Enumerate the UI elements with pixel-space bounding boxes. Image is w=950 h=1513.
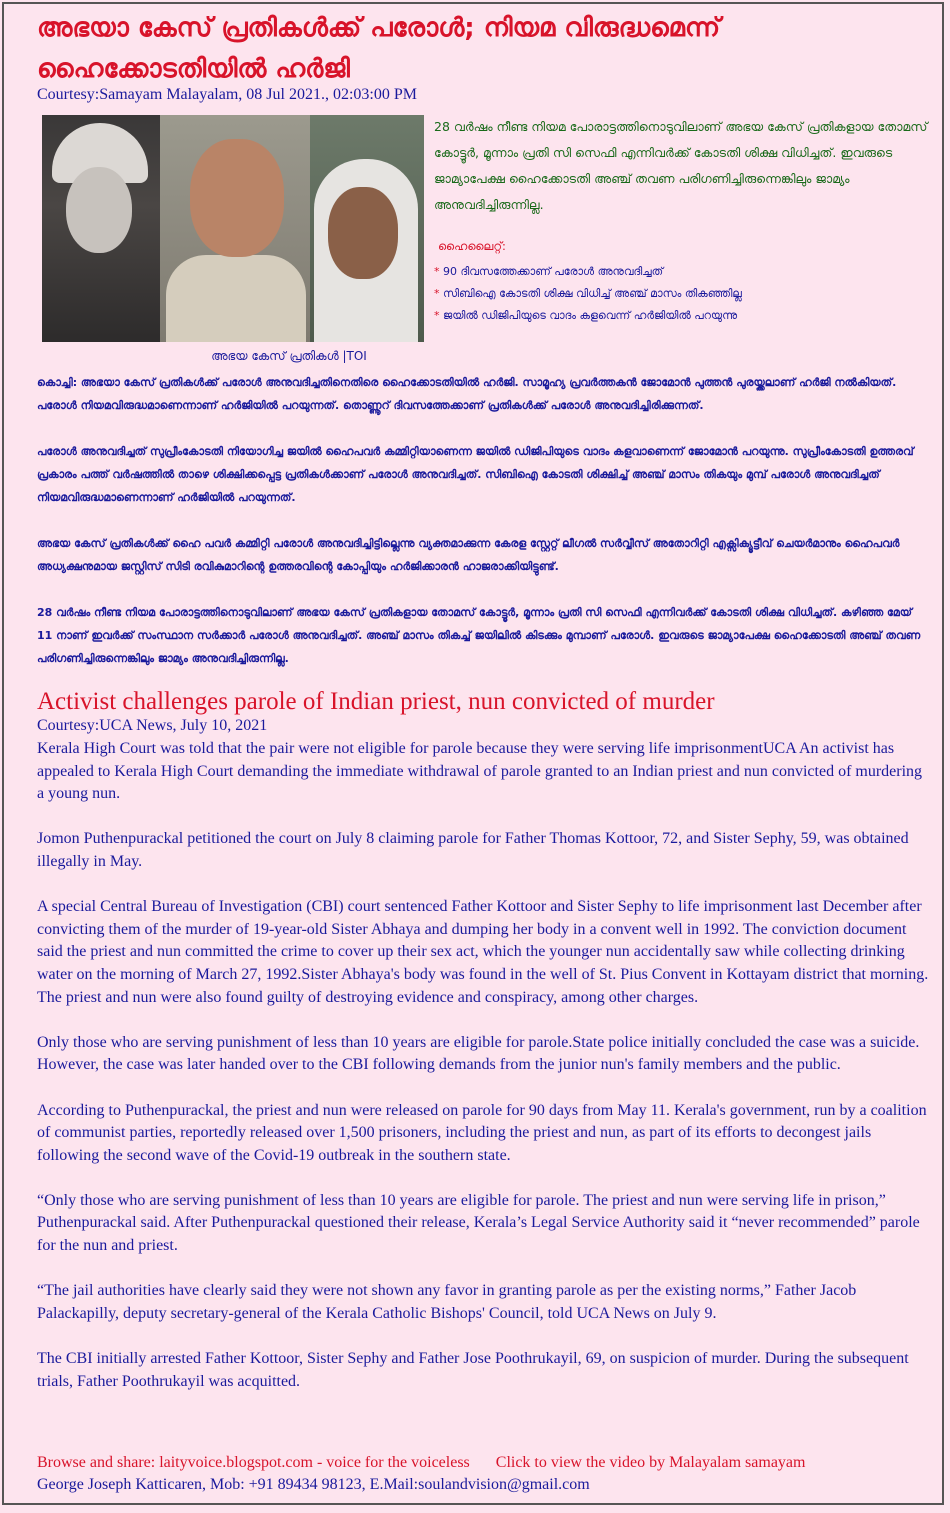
highlights-heading: ഹൈലൈറ്റ്: xyxy=(438,239,506,253)
highlight-item: * സിബിഐ കോടതി ശിക്ഷ വിധിച്ച് അഞ്ച് മാസം തികഞ്ഞില്ല xyxy=(434,287,742,300)
malayalam-body xyxy=(37,371,927,693)
highlight-item: * 90 ദിവസത്തേക്കാണ് പരോൾ അനുവദിച്ചത് xyxy=(434,265,664,278)
malayalam-paragraph: 28 വർഷം നീണ്ട നിയമ പോരാട്ടത്തിനൊടുവിലാണ് അഭയ കേസ് പ്രതികളായ തോമസ് കോട്ടൂർ, മൂന്നാം പ്രതി സി സെഫി എന്നിവർക്ക് കോടതി ശിക്ഷ വിധിച്ചത്. കഴിഞ്ഞ മേയ് 11 നാണ് ഇവർക്ക് സംസ്ഥാന സർക്കാർ പരോൾ അനുവദിച്ചത്. അഞ്ച് മാസം തികച്ച് ജയിലിൽ കിടക്കും മുമ്പാണ് പരോൾ. ഇവരുടെ ജാമ്യാപേക്ഷ ഹൈക്കോടതി അഞ്ച് തവണ പരിഗണിച്ചിരുന്നെങ്കിലും ജാമ്യം അനുവദിച്ചിരുന്നില്ല. xyxy=(37,606,921,665)
english-body xyxy=(37,738,930,1416)
malayalam-paragraph: പരോൾ അനുവദിച്ചത് സുപ്രീംകോടതി നിയോഗിച്ച ജയിൽ ഹൈപവർ കമ്മിറ്റിയാണെന്ന ജയിൽ ഡിജിപിയുടെ വാദം കളവാണെന്ന് ജോമോൻ പറയുന്നു. സുപ്രീംകോടതി ഉത്തരവ് പ്രകാരം പത്ത് വർഷത്തിൽ താഴെ ശിക്ഷിക്കപ്പെട്ട പ്രതികൾക്കാണ് പരോൾ അനുവദിച്ചത്. സിബിഐ കോടതി ശിക്ഷിച്ച് അഞ്ച് മാസം തികയും മുമ്പ് പരോൾ അനുവദിച്ചത് നിയമവിരുദ്ധമാണെന്നാണ് ഹർജിയിൽ പറയുന്നത്. xyxy=(37,445,914,504)
malayalam-headline: അഭയാ കേസ് പ്രതികൾക്ക് പരോൾ; നിയമ വിരുദ്ധമെന്ന് ഹൈക്കോടതിയിൽ ഹർജി xyxy=(37,13,721,84)
english-paragraph: “Only those who are serving punishment of less than 10 years are eligible for parole. The priest and nun were serving life in prison,” Puthenpurackal said. After Puthenpurackal questioned their release, Kerala’s Legal Service Authority said it “never recommended” parole for the nun and priest. xyxy=(37,1191,920,1255)
highlight-item: * ജയിൽ ഡിജിപിയുടെ വാദം കളവെന്ന് ഹർജിയിൽ പറയുന്നു xyxy=(434,309,738,322)
english-paragraph: “The jail authorities have clearly said they were not shown any favor in granting parole as per the existing norms,” Father Jacob Palackapilly, deputy secretary-general of the Kerala Catholic Bishops' Council, told UCA News on July 9. xyxy=(37,1282,857,1322)
english-paragraph: Jomon Puthenpurackal petitioned the court on July 8 claiming parole for Father Thomas Kottoor, 72, and Sister Sephy, 59, was obtained illegally in May. xyxy=(37,830,909,870)
english-paragraph: The CBI initially arrested Father Kottoor, Sister Sephy and Father Jose Poothrukayil, 69, on suspicion of murder. During the subsequent trials, Father Poothrukayil was acquitted. xyxy=(37,1350,909,1390)
malayalam-lead: 28 വർഷം നീണ്ട നിയമ പോരാട്ടത്തിനൊടുവിലാണ് അഭയ കേസ് പ്രതികളായ തോമസ് കോട്ടൂർ, മൂന്നാം പ്രതി സി സെഫി എന്നിവർക്ക് കോടതി ശിക്ഷ വിധിച്ചത്. ഇവരുടെ ജാമ്യാപേക്ഷ ഹൈക്കോടതി അഞ്ച് തവണ പരിഗണിച്ചിരുന്നെങ്കിലും ജാമ്യം അനുവദിച്ചിരുന്നില്ല. xyxy=(434,119,928,212)
english-headline: Activist challenges parole of Indian priest, nun convicted of murder xyxy=(37,688,715,715)
article-page xyxy=(2,2,944,1505)
browse-share-link[interactable]: Browse and share: laityvoice.blogspot.com - voice for the voiceless xyxy=(37,1454,470,1471)
contact-info: George Joseph Katticaren, Mob: +91 89434 98123, E.Mail:soulandvision@gmail.com xyxy=(37,1476,590,1493)
photo-sister-portrait xyxy=(310,115,424,342)
accused-photo xyxy=(42,115,424,342)
footer-links xyxy=(37,1454,805,1472)
photo-nun-portrait xyxy=(42,115,160,342)
english-paragraph: Kerala High Court was told that the pair were not eligible for parole because they were serving life imprisonmentUCA An activist has appealed to Kerala High Court demanding the immediate withdrawal of parole granted to an Indian priest and nun convicted of murdering a young nun. xyxy=(37,740,923,803)
photo-priest-portrait xyxy=(160,115,310,342)
malayalam-courtesy: Courtesy:Samayam Malayalam, 08 Jul 2021., 02:03:00 PM xyxy=(37,86,417,103)
english-courtesy: Courtesy:UCA News, July 10, 2021 xyxy=(37,717,268,734)
english-paragraph: Only those who are serving punishment of less than 10 years are eligible for parole.State police initially concluded the case was a suicide. However, the case was later handed over to the CBI following demands from the junior nun's family members and the public. xyxy=(37,1033,920,1074)
english-paragraph: According to Puthenpurackal, the priest and nun were released on parole for 90 days from May 11. Kerala's government, run by a coalition of communist parties, reportedly released over 1,500 prisoners, including the priest and nun, as part of its efforts to decongest jails following the second wave of the Covid-19 outbreak in the southern state. xyxy=(37,1101,927,1164)
photo-caption: അഭയ കേസ് പ്രതികൾ |TOI xyxy=(211,349,367,363)
english-paragraph: A special Central Bureau of Investigation (CBI) court sentenced Father Kottoor and Sister Sephy to life imprisonment last December after convicting them of the murder of 19-year-old Sister Abhaya and dumping her body in a convent well in 1992. The conviction document said the priest and nun committed the crime to cover up their sex act, which the younger nun accidentally saw while collecting drinking water on the morning of March 27, 1992.Sister Abhaya's body was found in the well of St. Pius Convent in Kottayam district that morning. The priest and nun were also found guilty of destroying evidence and conspiracy, among other charges. xyxy=(37,898,929,1006)
highlights-list xyxy=(434,261,934,327)
malayalam-paragraph: കൊച്ചി: അഭയാ കേസ് പ്രതികൾക്ക് പരോൾ അനുവദിച്ചതിനെതിരെ ഹൈക്കോടതിയിൽ ഹർജി. സാമൂഹ്യ പ്രവർത്തകൻ ജോമോൻ പുത്തൻ പുരയ്ക്കലാണ് ഹർജി നൽകിയത്. പരോൾ നിയമവിരുദ്ധമാണെന്നാണ് ഹർജിയിൽ പറയുന്നത്. തൊണ്ണൂറ് ദിവസത്തേക്കാണ് പ്രതികൾക്ക് പരോൾ അനുവദിച്ചിരിക്കുന്നത്. xyxy=(37,376,897,412)
malayalam-paragraph: അഭയ കേസ് പ്രതികൾക്ക് ഹൈ പവർ കമ്മിറ്റി പരോൾ അനുവദിച്ചിട്ടില്ലെന്നു വ്യക്തമാക്കുന്ന കേരള സ്റ്റേറ്റ് ലീഗൽ സർവ്വീസ് അതോറിറ്റി എക്സിക്യൂട്ടീവ് ചെയർമാനും ഹൈപവർ അധ്യക്ഷനുമായ ജസ്റ്റിസ് സിടി രവികുമാറിന്റെ ഉത്തരവിന്റെ കോപ്പിയും ഹർജിക്കാരൻ ഹാജരാക്കിയിട്ടുണ്ട്. xyxy=(37,537,900,573)
video-link[interactable]: Click to view the video by Malayalam samayam xyxy=(495,1454,806,1471)
